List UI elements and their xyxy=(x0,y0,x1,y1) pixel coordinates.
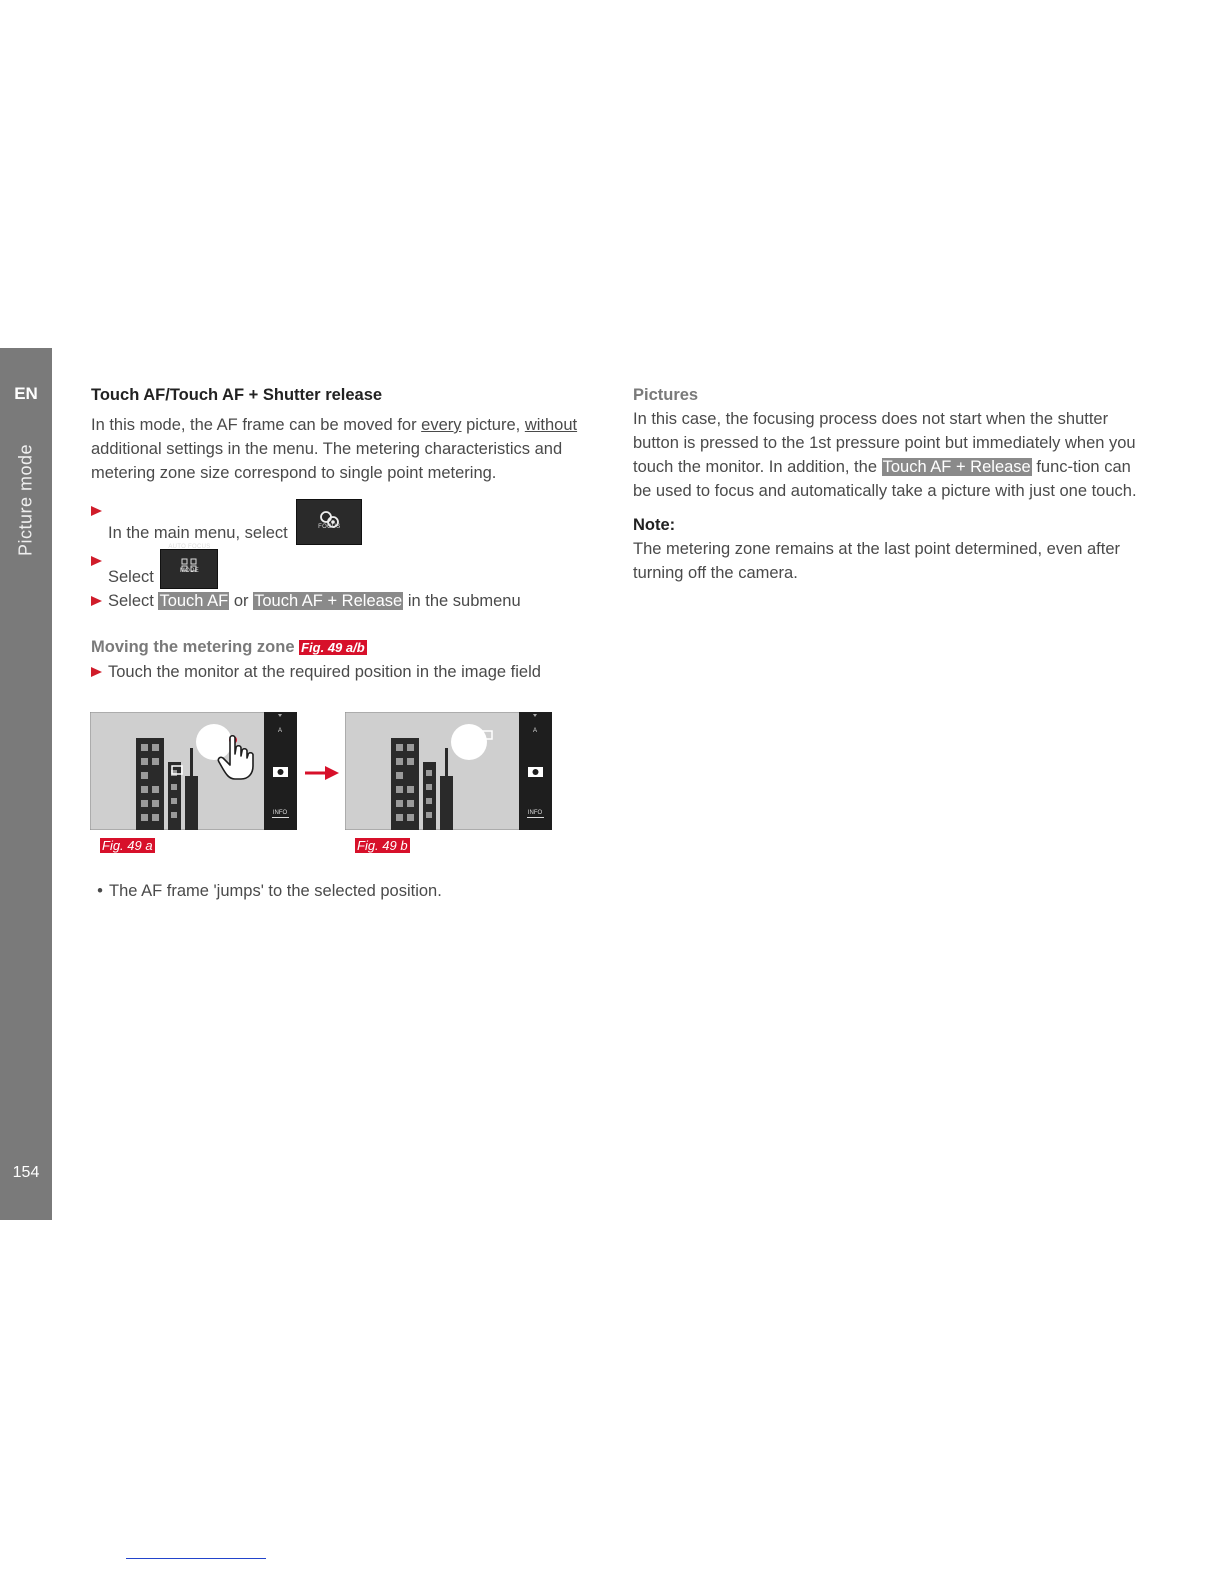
step-arrow-icon xyxy=(91,506,102,516)
emphasis-every: every xyxy=(421,416,462,434)
figure-reference: Fig. 49 a/b xyxy=(301,640,365,655)
focus-menu-icon[interactable]: FOCUS xyxy=(296,499,362,545)
emphasis-without: without xyxy=(524,416,578,434)
step-arrow-icon xyxy=(91,596,102,606)
figure-49b xyxy=(345,712,552,830)
option-touch-af-release: Touch AF + Release xyxy=(882,458,1031,476)
left-column xyxy=(91,383,611,684)
figure-49b-label: Fig. 49 b xyxy=(357,838,408,853)
pictures-paragraph: In this case, the focusing process does not start when the shutter button is pressed to the 1st pressure point but immediately when you touch the monitor. In addition, the Touch AF + Release func-tion can be used to focus and automatically take a picture with just one touch. xyxy=(633,410,1137,500)
screen-b-top-label: A xyxy=(532,728,538,734)
screen-b-info-label: INFO xyxy=(527,810,543,816)
pictures-heading: Pictures xyxy=(633,386,699,404)
option-touch-af-release: Touch AF + Release xyxy=(254,592,403,610)
note-heading: Note: xyxy=(633,516,676,534)
section-label: Picture mode xyxy=(15,443,36,557)
right-arrow-icon xyxy=(305,764,341,782)
moving-zone-heading: Moving the metering zone Fig. 49 a/b xyxy=(91,638,365,656)
step-arrow-icon xyxy=(91,667,102,677)
section-heading: Touch AF/Touch AF + Shutter release xyxy=(91,386,383,404)
sidebar-tab xyxy=(0,348,52,1220)
right-column xyxy=(633,383,1153,585)
autofocus-mode-icon[interactable]: AUTO FOCUS MODE xyxy=(160,549,218,589)
footer-link-line xyxy=(126,1558,266,1559)
step-arrow-icon xyxy=(91,556,102,566)
screen-a-top-label: A xyxy=(277,728,283,734)
note-text: The metering zone remains at the last point determined, even after turning off the camera. xyxy=(633,540,1121,582)
step-touch-monitor: Touch the monitor at the required position in the image field xyxy=(91,660,611,684)
page-number: 154 xyxy=(12,1164,40,1181)
bullet-dot-icon: • xyxy=(97,882,103,900)
result-bullet: • The AF frame 'jumps' to the selected position. xyxy=(91,879,442,903)
screen-a-info-label: INFO xyxy=(272,810,288,816)
hand-pointer-icon xyxy=(216,734,256,784)
intro-paragraph: In this mode, the AF frame can be moved for every picture, without additional settings in the menu. The metering characteristics and metering zone size correspond to single point metering. xyxy=(91,416,578,482)
step-main-menu: In the main menu, select FOCUS xyxy=(91,499,611,545)
step-select-submenu: Select Touch AF or Touch AF + Release in the submenu xyxy=(91,589,611,613)
figure-49a xyxy=(90,712,297,830)
figure-49a-label: Fig. 49 a xyxy=(102,838,153,853)
step-select-af-mode: Select AUTO FOCUS MODE xyxy=(91,549,611,589)
option-touch-af: Touch AF xyxy=(159,592,229,610)
language-label: EN xyxy=(14,384,38,403)
